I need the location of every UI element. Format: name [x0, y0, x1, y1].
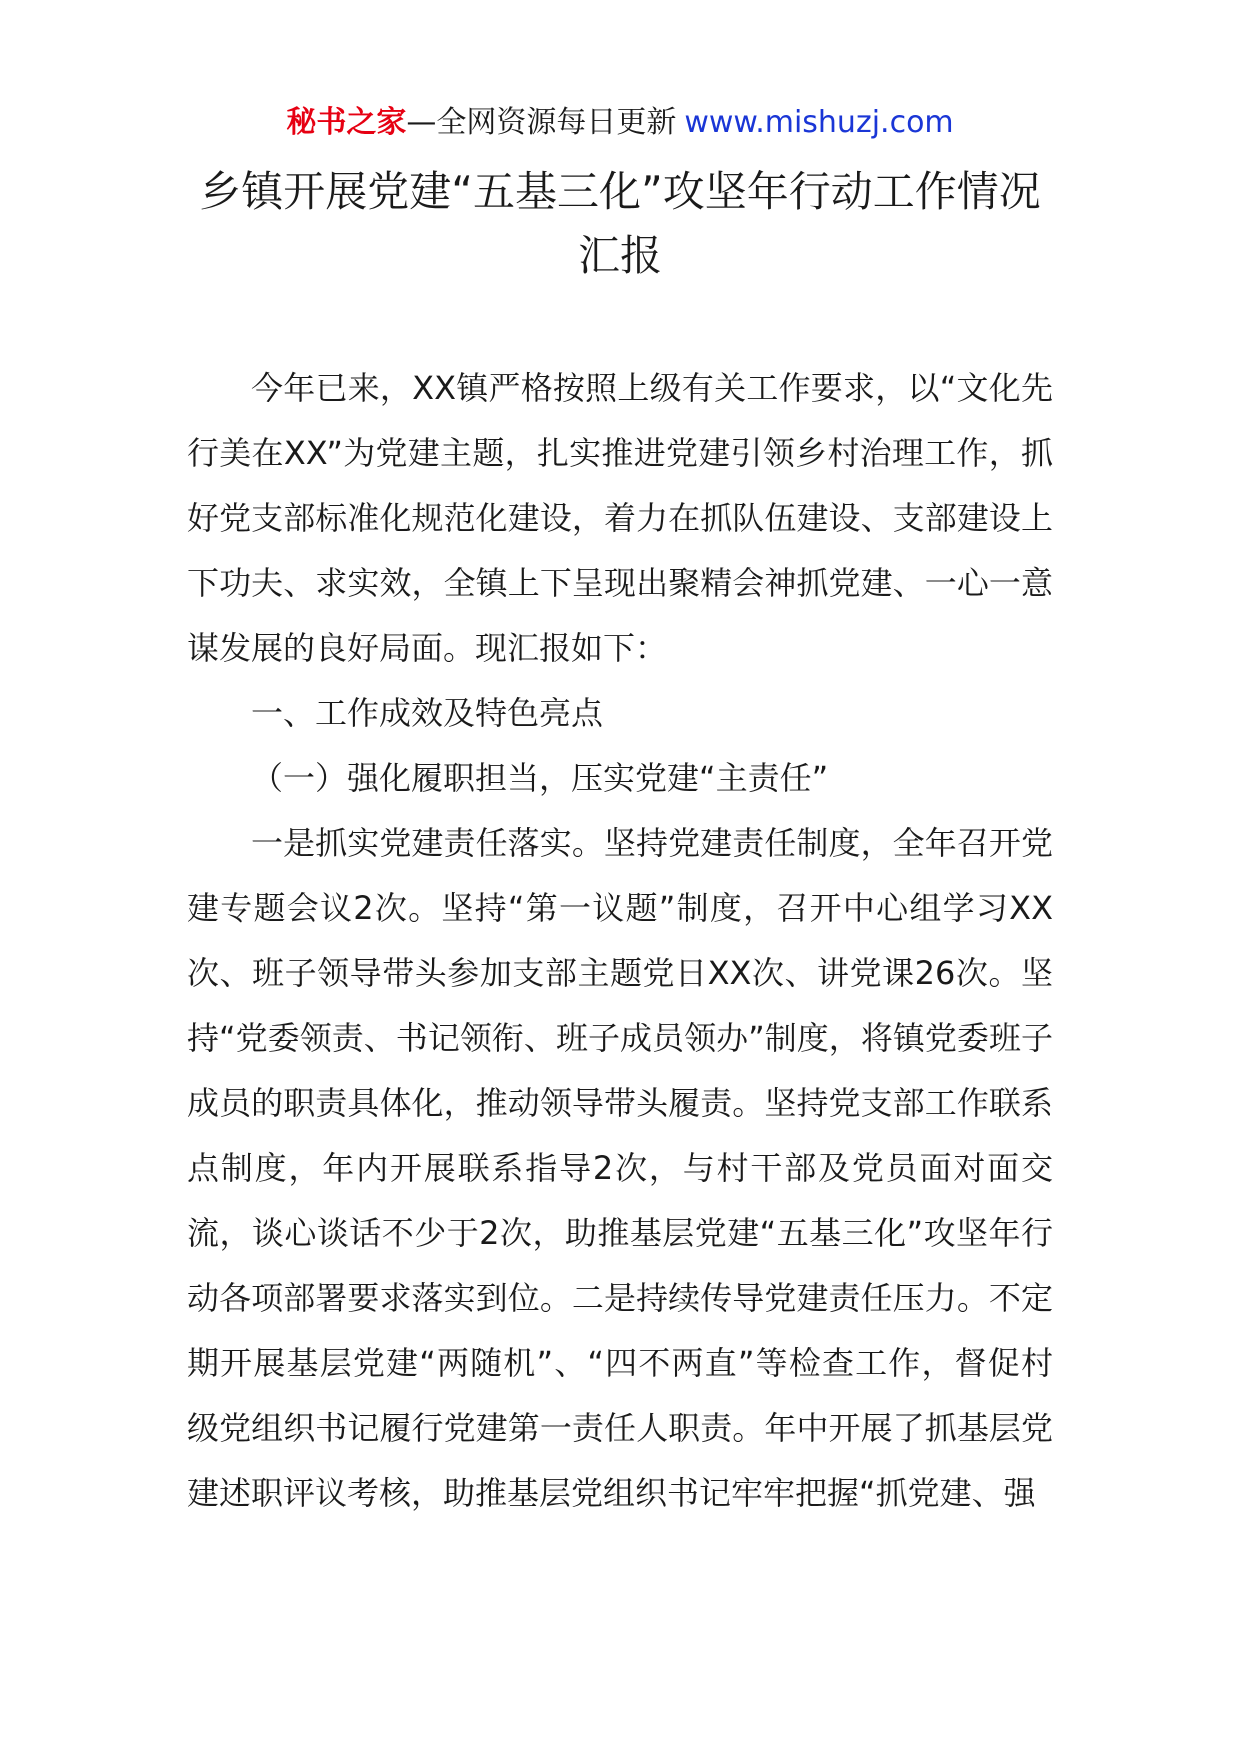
intro-paragraph: 今年已来，XX镇严格按照上级有关工作要求，以“文化先行美在XX”为党建主题，扎实推进党建引领乡村治理工作，抓好党支部标准化规范化建设，着力在抓队伍建设、支部建设上下功夫、求实效，全镇上下呈现出聚精会神抓党建、一心一意谋发展的良好局面。现汇报如下： [187, 369, 1053, 667]
header-slogan: —全网资源每日更新 [406, 105, 677, 140]
brand-name: 秘书之家 [286, 105, 407, 140]
site-url-link[interactable]: www.mishuzj.com [684, 105, 954, 140]
document-body [187, 356, 1053, 1526]
body-paragraph: 一是抓实党建责任落实。坚持党建责任制度，全年召开党建专题会议2次。坚持“第一议题”制度，召开中心组学习XX次、班子领导带头参加支部主题党日XX次、讲党课26次。坚持“党委领责、书记领衔、班子成员领办”制度，将镇党委班子成员的职责具体化，推动领导带头履责。坚持党支部工作联系点制度，年内开展联系指导2次，与村干部及党员面对面交流，谈心谈话不少于2次，助推基层党建“五基三化”攻坚年行动各项部署要求落实到位。二是持续传导党建责任压力。不定期开展基层党建“两随机”、“四不两直”等检查工作，督促村级党组织书记履行党建第一责任人职责。年中开展了抓基层党建述职评议考核，助推基层党组织书记牢牢把握“抓党建、强 [187, 824, 1053, 1512]
section-heading-1: 一、工作成效及特色亮点 [251, 694, 604, 732]
site-header [0, 100, 1240, 146]
document-title: 乡镇开展党建“五基三化”攻坚年行动工作情况汇报 [199, 167, 1041, 280]
subsection-heading-1: （一）强化履职担当，压实党建“主责任” [251, 759, 829, 797]
